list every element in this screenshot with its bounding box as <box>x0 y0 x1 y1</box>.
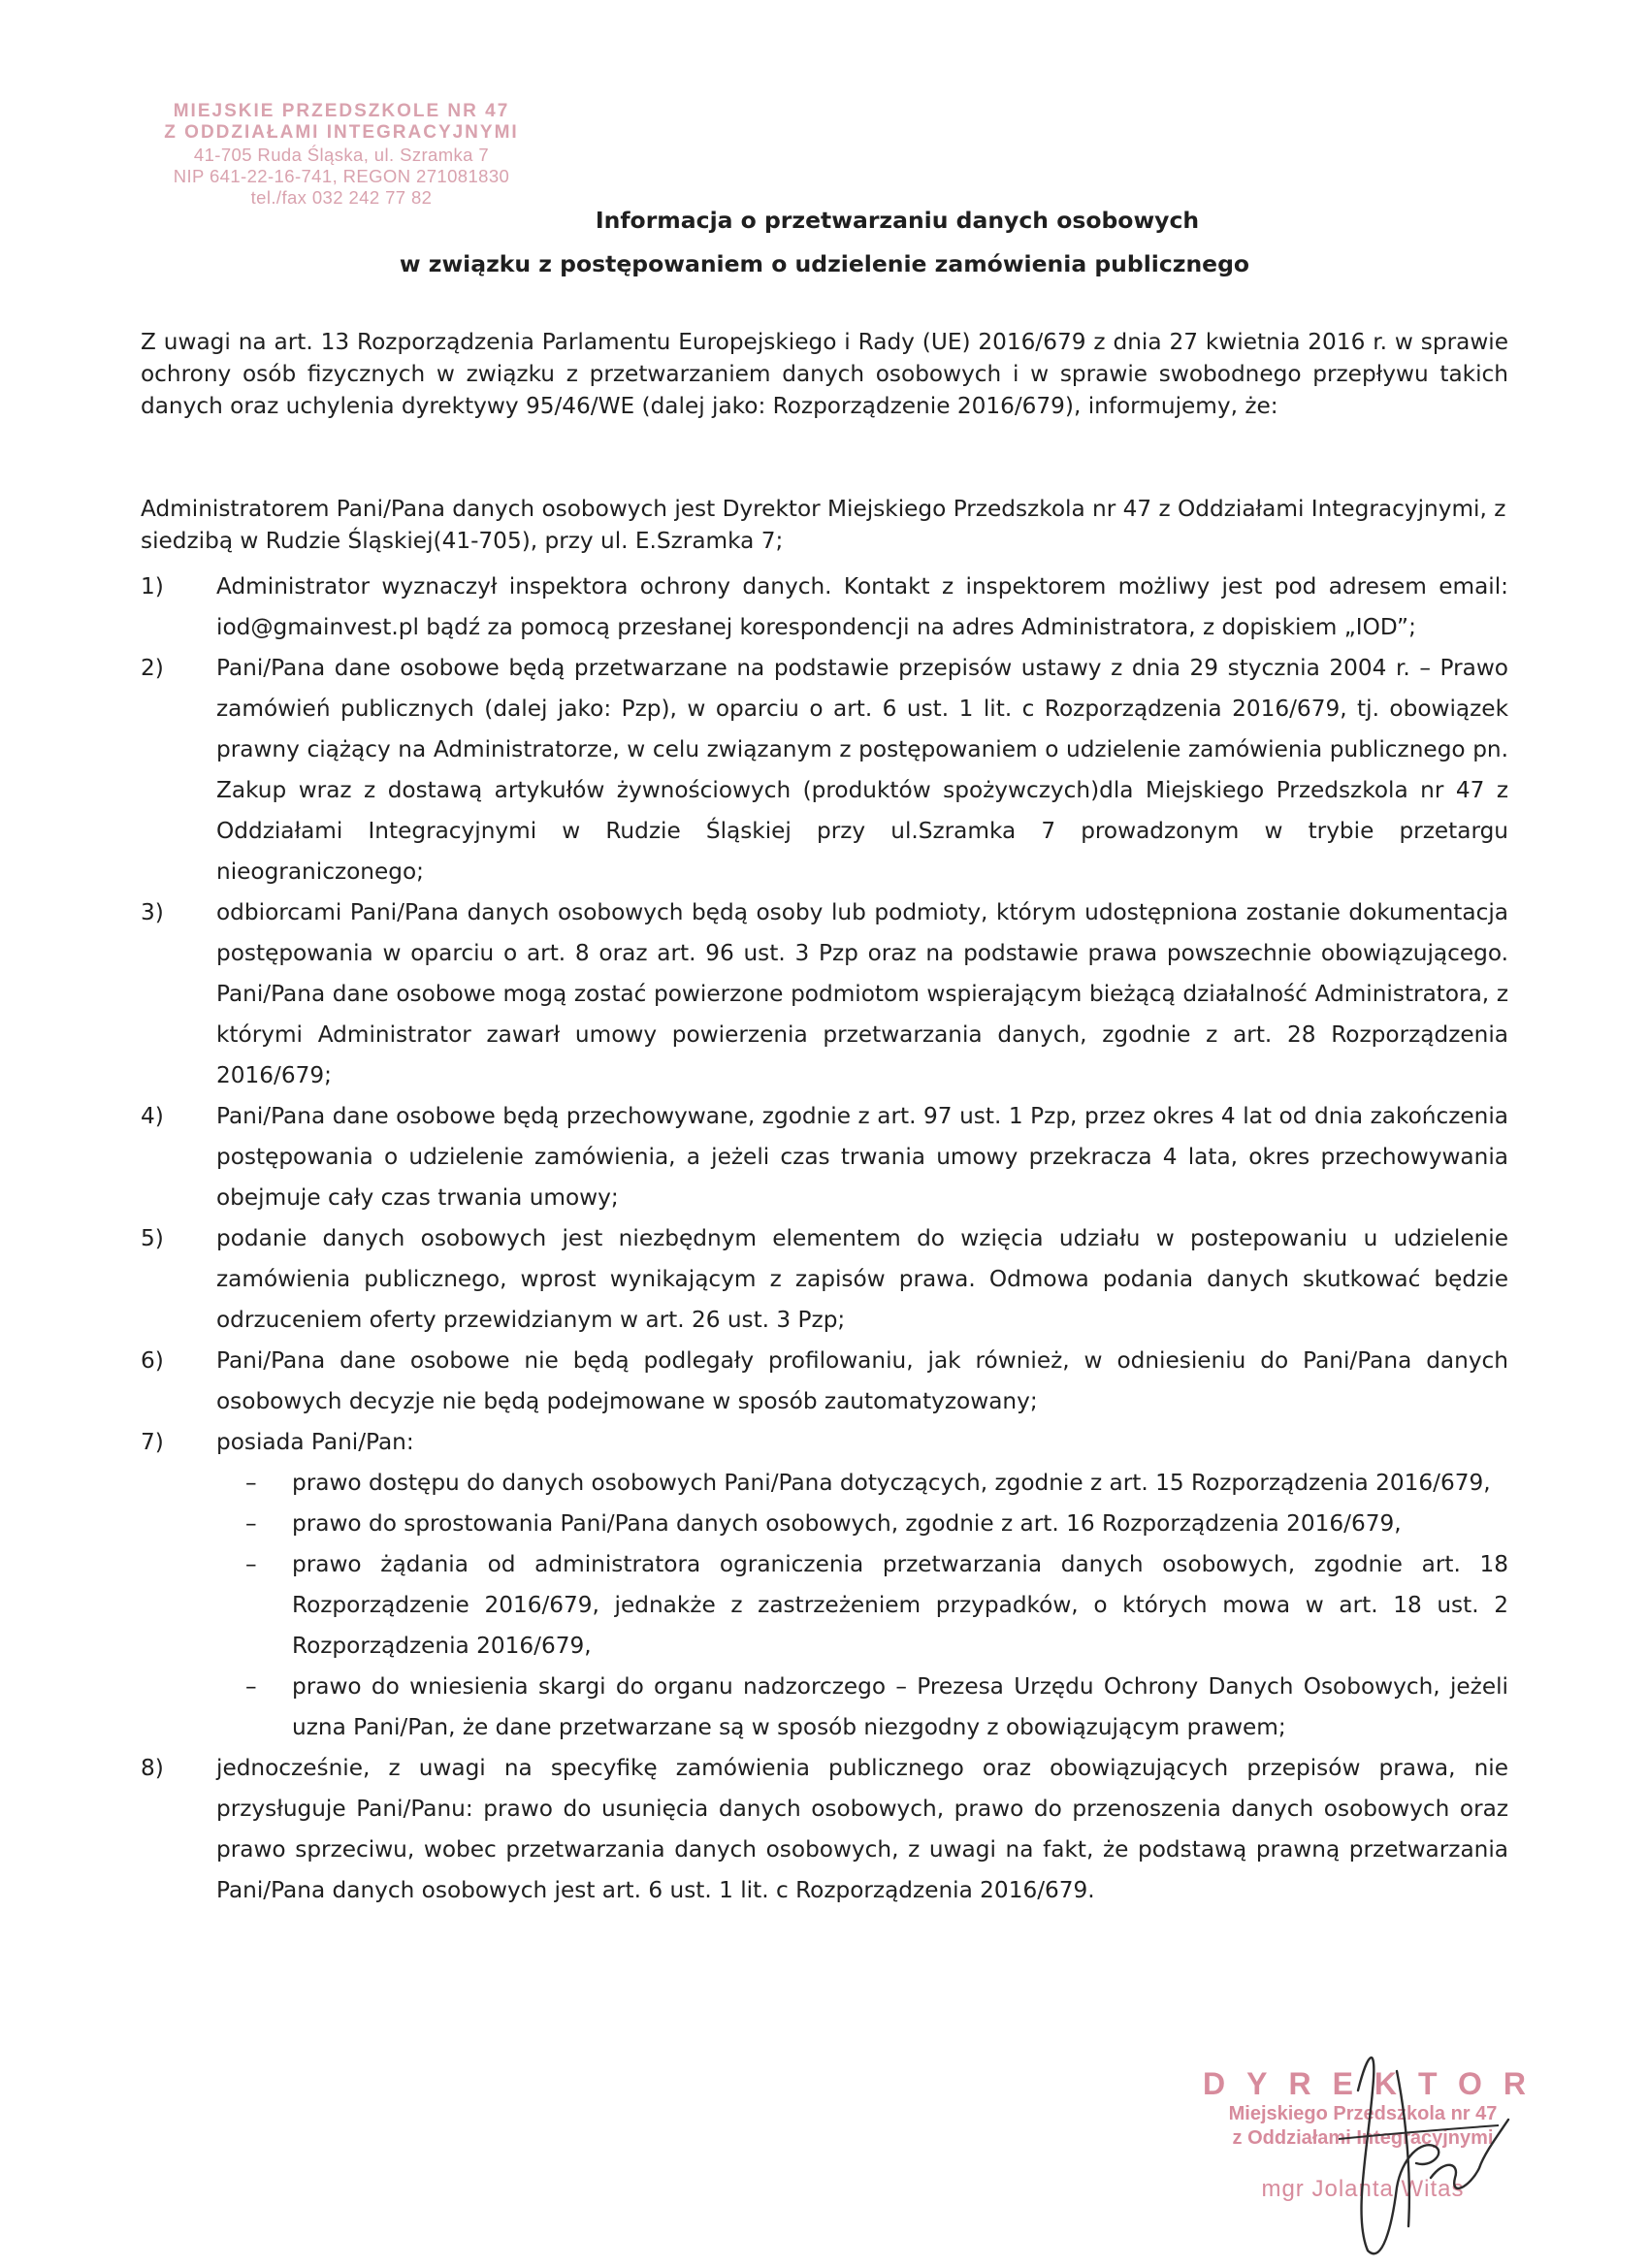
item-text: Administrator wyznaczył inspektora ochrony danych. Kontakt z inspektorem możliwy jest pod adresem email: iod@gmainvest.pl bądź za pomocą przesłanej korespondencji na adres Administratora, z dopiskiem „IOD”; <box>216 573 1508 640</box>
item-text: Pani/Pana dane osobowe będą przechowywane, zgodnie z art. 97 ust. 1 Pzp, przez okres 4 lat od dnia zakończenia postępowania o udzielenie zamówienia, a jeżeli czas trwania umowy przekracza 4 lata, okres przechowywania obejmuje cały czas trwania umowy; <box>216 1103 1508 1211</box>
document-title: Informacja o przetwarzaniu danych osobowych <box>595 207 1200 234</box>
dash-bullet: – <box>245 1470 257 1496</box>
item-number: 8) <box>141 1755 164 1781</box>
item-text: jednocześnie, z uwagi na specyfikę zamówienia publicznego oraz obowiązujących przepisów prawa, nie przysługuje Pani/Panu: prawo do usunięcia danych osobowych, prawo do przenoszenia danych osobowych oraz prawo sprzeciwu, wobec przetwarzania danych osobowych, z uwagi na fakt, że podstawą prawną przetwarzania Pani/Pana danych osobowych jest art. 6 ust. 1 lit. c Rozporządzenia 2016/679. <box>216 1755 1508 1903</box>
sublist-text: prawo do sprostowania Pani/Pana danych osobowych, zgodnie z art. 16 Rozporządzenia 2016/679, <box>292 1510 1402 1537</box>
stamp-line: 41-705 Ruda Śląska, ul. Szramka 7 <box>193 144 490 165</box>
item-number: 5) <box>141 1225 164 1251</box>
list-item <box>141 1748 1508 1911</box>
stamp-line: NIP 641-22-16-741, REGON 271081830 <box>173 165 510 186</box>
sublist-item <box>216 1463 1508 1504</box>
item-text: odbiorcami Pani/Pana danych osobowych będą osoby lub podmioty, którym udostępniona zostanie dokumentacja postępowania w oparciu o art. 8 oraz art. 96 ust. 3 Pzp oraz na podstawie prawa powszechnie obowiązującego. Pani/Pana dane osobowe mogą zostać powierzone podmiotom wspierającym bieżącą działalność Administratora, z którymi Administrator zawarł umowy powierzenia przetwarzania danych, zgodnie z art. 28 Rozporządzenia 2016/679; <box>216 899 1508 1088</box>
information-list <box>141 567 1508 1911</box>
administrator-paragraph: Administratorem Pani/Pana danych osobowych jest Dyrektor Miejskiego Przedszkola nr 47 z Oddziałami Integracyjnymi, z siedzibą w Rudzie Śląskiej(41-705), przy ul. E.Szramka 7; <box>141 496 1506 554</box>
stamp-line: MIEJSKIE PRZEDSZKOLE NR 47 <box>173 101 510 121</box>
director-stamp-line: Miejskiego Przedszkola nr 47 <box>1228 2103 1498 2124</box>
stamp-line: tel./fax 032 242 77 82 <box>250 187 433 209</box>
list-item <box>141 1341 1508 1422</box>
item-number: 6) <box>141 1347 164 1374</box>
director-name: mgr Jolanta Witas <box>1261 2176 1465 2202</box>
director-stamp-line: z Oddziałami Integracyjnymi <box>1232 2127 1494 2149</box>
item-text: posiada Pani/Pan: <box>216 1429 414 1455</box>
item-text: Pani/Pana dane osobowe nie będą podlegały profilowaniu, jak również, w odniesieniu do Pani/Pana danych osobowych decyzje nie będą podejmowane w sposób zautomatyzowany; <box>216 1347 1508 1414</box>
signature-stroke <box>1339 2125 1499 2139</box>
dash-bullet: – <box>245 1510 257 1537</box>
school-stamp <box>157 101 526 209</box>
item-number: 1) <box>141 573 164 599</box>
dash-bullet: – <box>245 1673 257 1700</box>
item-text: podanie danych osobowych jest niezbędnym elementem do wzięcia udziału w postepowaniu u udzielenie zamówienia publicznego, wprost wynikającym z zapisów prawa. Odmowa podania danych skutkować będzie odrzuceniem oferty przewidzianym w art. 26 ust. 3 Pzp; <box>216 1225 1508 1333</box>
sublist-item <box>216 1504 1508 1544</box>
list-item <box>141 1422 1508 1748</box>
list-item <box>141 1218 1508 1341</box>
dash-bullet: – <box>245 1551 257 1577</box>
handwritten-signature <box>1300 2032 1533 2265</box>
director-stamp-title: DYREKTOR <box>1203 2066 1547 2101</box>
list-item <box>141 892 1508 1096</box>
signature-stroke <box>1358 2057 1508 2253</box>
item-number: 4) <box>141 1103 164 1129</box>
list-item <box>141 567 1508 648</box>
list-item <box>141 648 1508 892</box>
list-item <box>141 1096 1508 1218</box>
item-number: 2) <box>141 655 164 681</box>
sublist-text: prawo dostępu do danych osobowych Pani/Pana dotyczących, zgodnie z art. 15 Rozporządzenia 2016/679, <box>292 1470 1491 1496</box>
rights-sublist <box>216 1463 1508 1748</box>
stamp-line: Z ODDZIAŁAMI INTEGRACYJNYMI <box>164 122 519 144</box>
sublist-item <box>216 1544 1508 1667</box>
sublist-text: prawo do wniesienia skargi do organu nadzorczego – Prezesa Urzędu Ochrony Danych Osobowych, jeżeli uzna Pani/Pan, że dane przetwarzane są w sposób niezgodny z obowiązującym prawem; <box>292 1673 1508 1740</box>
item-number: 7) <box>141 1429 164 1455</box>
item-number: 3) <box>141 899 164 925</box>
document-subtitle: w związku z postępowaniem o udzielenie zamówienia publicznego <box>399 250 1250 277</box>
sublist-text: prawo żądania od administratora ograniczenia przetwarzania danych osobowych, zgodnie art. 18 Rozporządzenie 2016/679, jednakże z zastrzeżeniem przypadków, o których mowa w art. 18 ust. 2 Rozporządzenia 2016/679, <box>292 1551 1508 1659</box>
intro-paragraph: Z uwagi na art. 13 Rozporządzenia Parlamentu Europejskiego i Rady (UE) 2016/679 z dnia 27 kwietnia 2016 r. w sprawie ochrony osób fizycznych w związku z przetwarzaniem danych osobowych i w sprawie swobodnego przepływu takich danych oraz uchylenia dyrektywy 95/46/WE (dalej jako: Rozporządzenie 2016/679), informujemy, że: <box>141 329 1508 419</box>
item-text: Pani/Pana dane osobowe będą przetwarzane na podstawie przepisów ustawy z dnia 29 stycznia 2004 r. – Prawo zamówień publicznych (dalej jako: Pzp), w oparciu o art. 6 ust. 1 lit. c Rozporządzenia 2016/679, tj. obowiązek prawny ciążący na Administratorze, w celu związanym z postępowaniem o udzielenie zamówienia publicznego pn. Zakup wraz z dostawą artykułów żywnościowych (produktów spożywczych)dla Miejskiego Przedszkola nr 47 z Oddziałami Integracyjnymi w Rudzie Śląskiej przy ul.Szramka 7 prowadzonym w trybie przetargu nieograniczonego; <box>216 655 1508 885</box>
sublist-item <box>216 1667 1508 1748</box>
